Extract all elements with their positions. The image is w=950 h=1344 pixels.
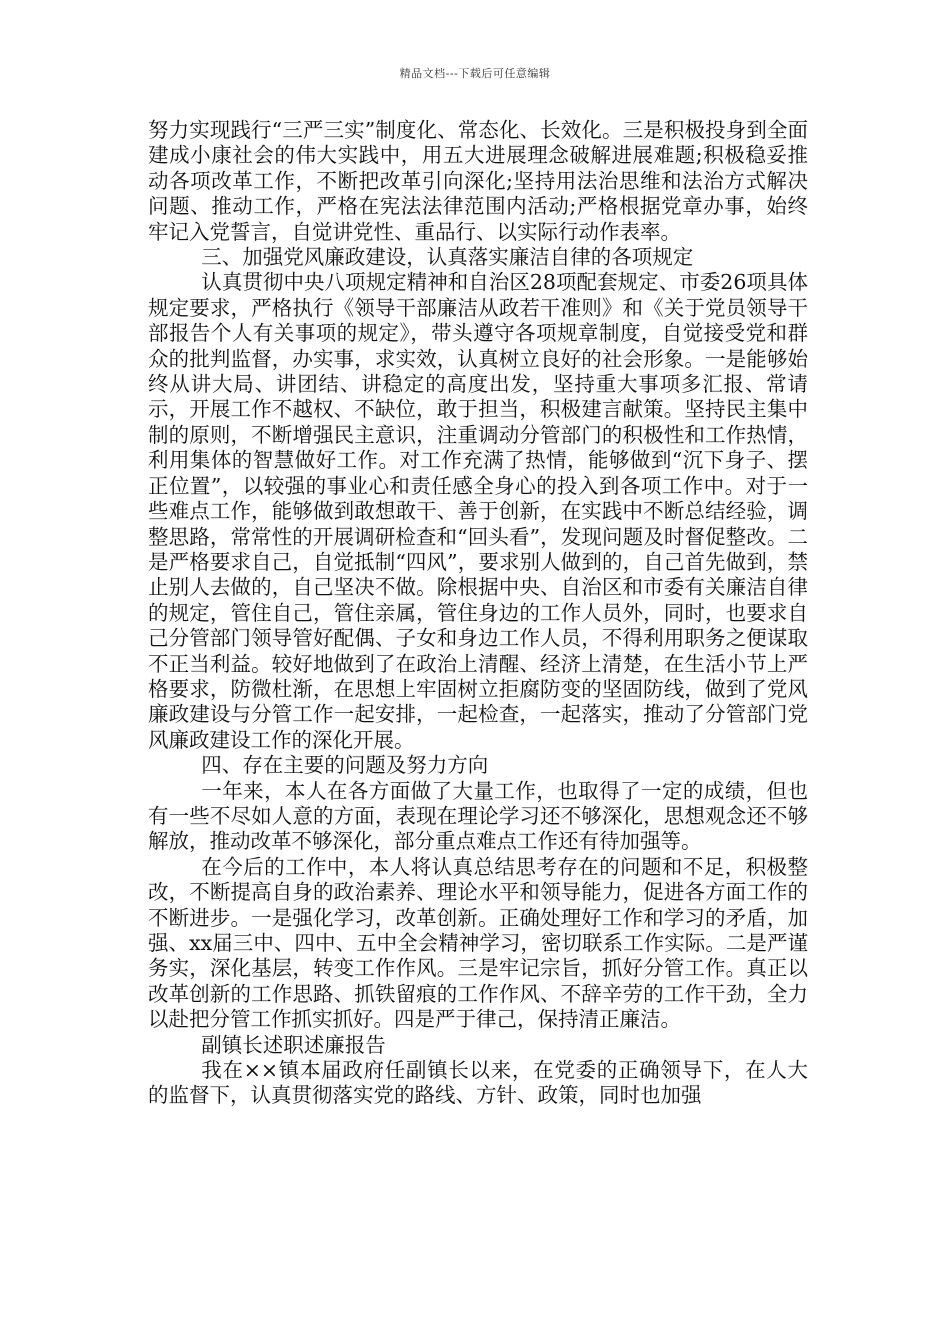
paragraph: 在今后的工作中，本人将认真总结思考存在的问题和不足，积极整改，不断提高自身的政治素养、理论水平和领导能力，促进各方面工作的不断进步。一是强化学习，改革创新。正确处理好工作和学习的矛盾，加强、xx届三中、四中、五中全会精神学习，密切联系工作实际。二是严谨务实，深化基层，转变工作作风。三是牢记宗旨，抓好分管工作。真正以改革创新的工作思路、抓铁留痕的工作作风、不辞辛劳的工作干劲，全力以赴把分管工作抓实抓好。四是严于律己，保持清正廉洁。 bbox=[148, 854, 808, 1032]
section-heading: 三、加强党风廉政建设，认真落实廉洁自律的各项规定 bbox=[201, 245, 694, 270]
paragraph: 努力实现践行“三严三实”制度化、常态化、长效化。三是积极投身到全面建成小康社会的伟大实践中，用五大进展理念破解进展难题;积极稳妥推动各项改革工作，不断把改革引向深化;坚持用法治思维和法治方式解决问题、推动工作，严格在宪法法律范围内活动;严格根据党章办事，始终牢记入党誓言，自觉讲党性、重品行、以实际行动作表率。 bbox=[148, 118, 808, 244]
document-title: 副镇长述职述廉报告 bbox=[201, 1032, 386, 1057]
paragraph: 一年来，本人在各方面做了大量工作，也取得了一定的成绩，但也有一些不尽如人意的方面，表现在理论学习还不够深化，思想观念还不够解放，推动改革不够深化，部分重点难点工作还有待加强等。 bbox=[148, 778, 808, 854]
section-heading: 四、存在主要的问题及努力方向 bbox=[201, 753, 489, 778]
document-body bbox=[148, 118, 808, 1109]
paragraph: 我在××镇本届政府任副镇长以来，在党委的正确领导下，在人大的监督下，认真贯彻落实党的路线、方针、政策，同时也加强 bbox=[148, 1058, 808, 1108]
page-header: 精品文档---下载后可任意编辑 bbox=[399, 67, 551, 80]
paragraph: 认真贯彻中央八项规定精神和自治区28项配套规定、市委26项具体规定要求，严格执行《领导干部廉洁从政若干准则》和《关于党员领导干部报告个人有关事项的规定》，带头遵守各项规章制度，自觉接受党和群众的批判监督，办实事，求实效，认真树立良好的社会形象。一是能够始终从讲大局、讲团结、讲稳定的高度出发，坚持重大事项多汇报、常请示，开展工作不越权、不缺位，敢于担当，积极建言献策。坚持民主集中制的原则，不断增强民主意识，注重调动分管部门的积极性和工作热情，利用集体的智慧做好工作。对工作充满了热情，能够做到“沉下身子、摆正位置”，以较强的事业心和责任感全身心的投入到各项工作中。对于一些难点工作，能够做到敢想敢干、善于创新，在实践中不断总结经验，调整思路，常常性的开展调研检查和“回头看”，发现问题及时督促整改。二是严格要求自己，自觉抵制“四风”，要求别人做到的，自己首先做到，禁止别人去做的，自己坚决不做。除根据中央、自治区和市委有关廉洁自律的规定，管住自己，管住亲属，管住身边的工作人员外，同时，也要求自己分管部门领导管好配偶、子女和身边工作人员，不得利用职务之便谋取不正当利益。较好地做到了在政治上清醒、经济上清楚，在生活小节上严格要求，防微杜渐，在思想上牢固树立拒腐防变的坚固防线，做到了党风廉政建设与分管工作一起安排，一起检查，一起落实，推动了分管部门党风廉政建设工作的深化开展。 bbox=[148, 270, 808, 752]
